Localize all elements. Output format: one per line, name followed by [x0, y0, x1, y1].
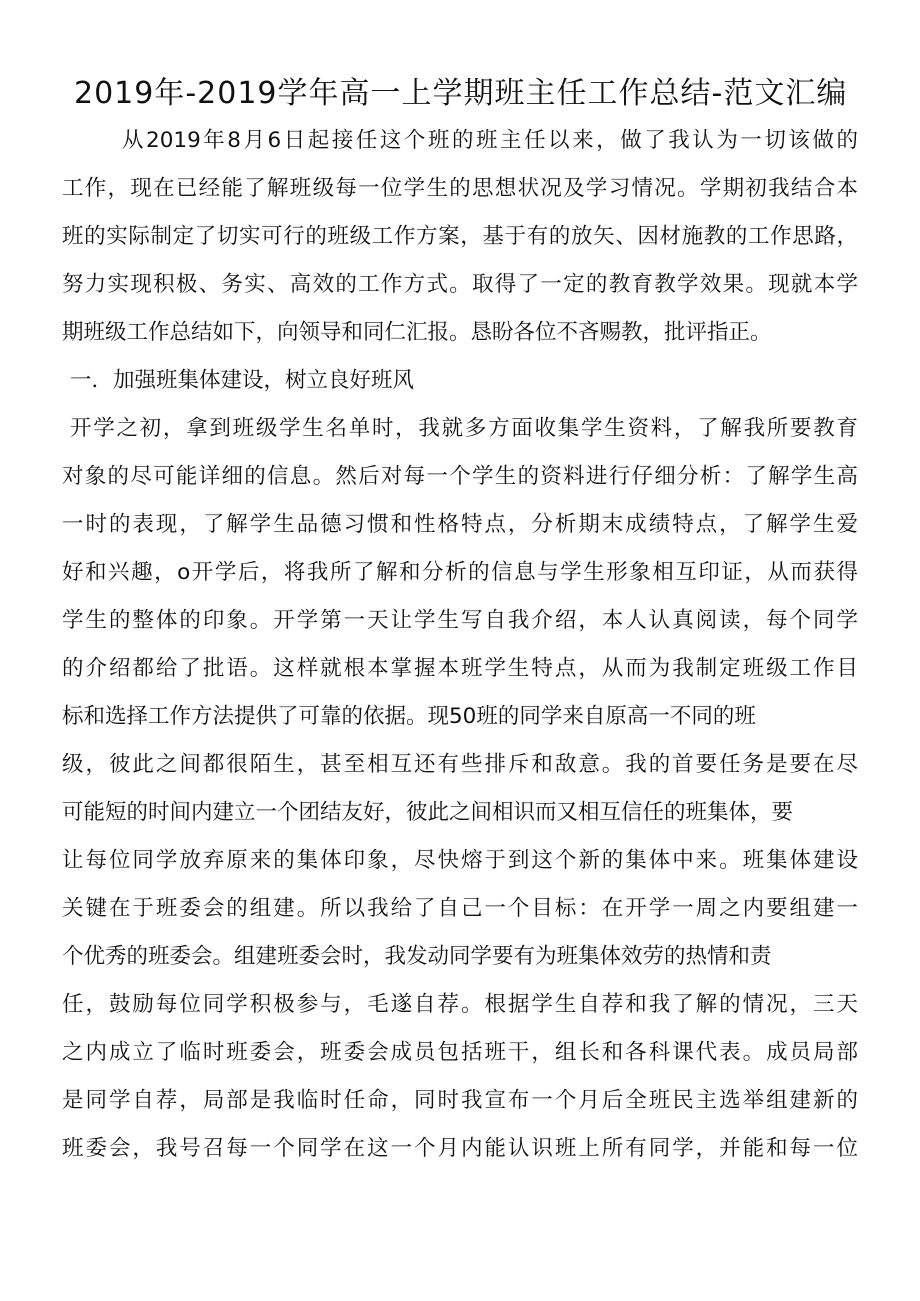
paragraph-line: 班的实际制定了切实可行的班级工作方案，基于有的放矢、因材施教的工作思路，	[62, 224, 858, 249]
paragraph-line: 的介绍都给了批语。这样就根本掌握本班学生特点，从而为我制定班级工作目	[62, 656, 858, 681]
paragraph-line: 是同学自荐，局部是我临时任命，同时我宣布一个月后全班民主选举组建新的	[62, 1088, 858, 1113]
section-heading: 一．加强班集体建设，树立良好班风	[70, 368, 415, 393]
paragraph-line: 标和选择工作方法提供了可靠的依据。现50班的同学来自原高一不同的班	[62, 704, 756, 729]
paragraph-line: 学生的整体的印象。开学第一天让学生写自我介绍，本人认真阅读，每个同学	[62, 608, 858, 633]
paragraph-line: 之内成立了临时班委会，班委会成员包括班干，组长和各科课代表。成员局部	[62, 1040, 858, 1065]
paragraph-line: 任，鼓励每位同学积极参与，毛遂自荐。根据学生自荐和我了解的情况，三天	[62, 992, 858, 1017]
paragraph-line: 班委会，我号召每一个同学在这一个月内能认识班上所有同学，并能和每一位	[62, 1136, 858, 1161]
paragraph-line: 努力实现积极、务实、高效的工作方式。取得了一定的教育教学效果。现就本学	[62, 272, 858, 297]
paragraph-line: 开学之初，拿到班级学生名单时，我就多方面收集学生资料，了解我所要教育	[70, 416, 858, 441]
paragraph-line: 工作，现在已经能了解班级每一位学生的思想状况及学习情况。学期初我结合本	[62, 176, 858, 201]
paragraph-line: 期班级工作总结如下，向领导和同仁汇报。恳盼各位不吝赐教，批评指正。	[62, 320, 772, 345]
paragraph-line: 让每位同学放弃原来的集体印象，尽快熔于到这个新的集体中来。班集体建设	[62, 848, 858, 873]
paragraph-line: 对象的尽可能详细的信息。然后对每一个学生的资料进行仔细分析：了解学生高	[62, 464, 858, 489]
paragraph-line: 级，彼此之间都很陌生，甚至相互还有些排斥和敌意。我的首要任务是要在尽	[62, 752, 858, 777]
paragraph-line: 关键在于班委会的组建。所以我给了自己一个目标：在开学一周之内要组建一	[62, 896, 858, 921]
paragraph-line: 个优秀的班委会。组建班委会时，我发动同学要有为班集体效劳的热情和责	[62, 944, 772, 969]
document-title: 2019年-2019学年高一上学期班主任工作总结-范文汇编	[74, 76, 848, 111]
paragraph-line: 一时的表现，了解学生品德习惯和性格特点，分析期末成绩特点，了解学生爱	[62, 512, 858, 537]
paragraph-line: 可能短的时间内建立一个团结友好，彼此之间相识而又相互信任的班集体，要	[62, 800, 794, 825]
paragraph-line: 从2019年8月6日起接任这个班的班主任以来，做了我认为一切该做的	[122, 128, 858, 153]
paragraph-line: 好和兴趣，o开学后，将我所了解和分析的信息与学生形象相互印证，从而获得	[62, 560, 858, 585]
